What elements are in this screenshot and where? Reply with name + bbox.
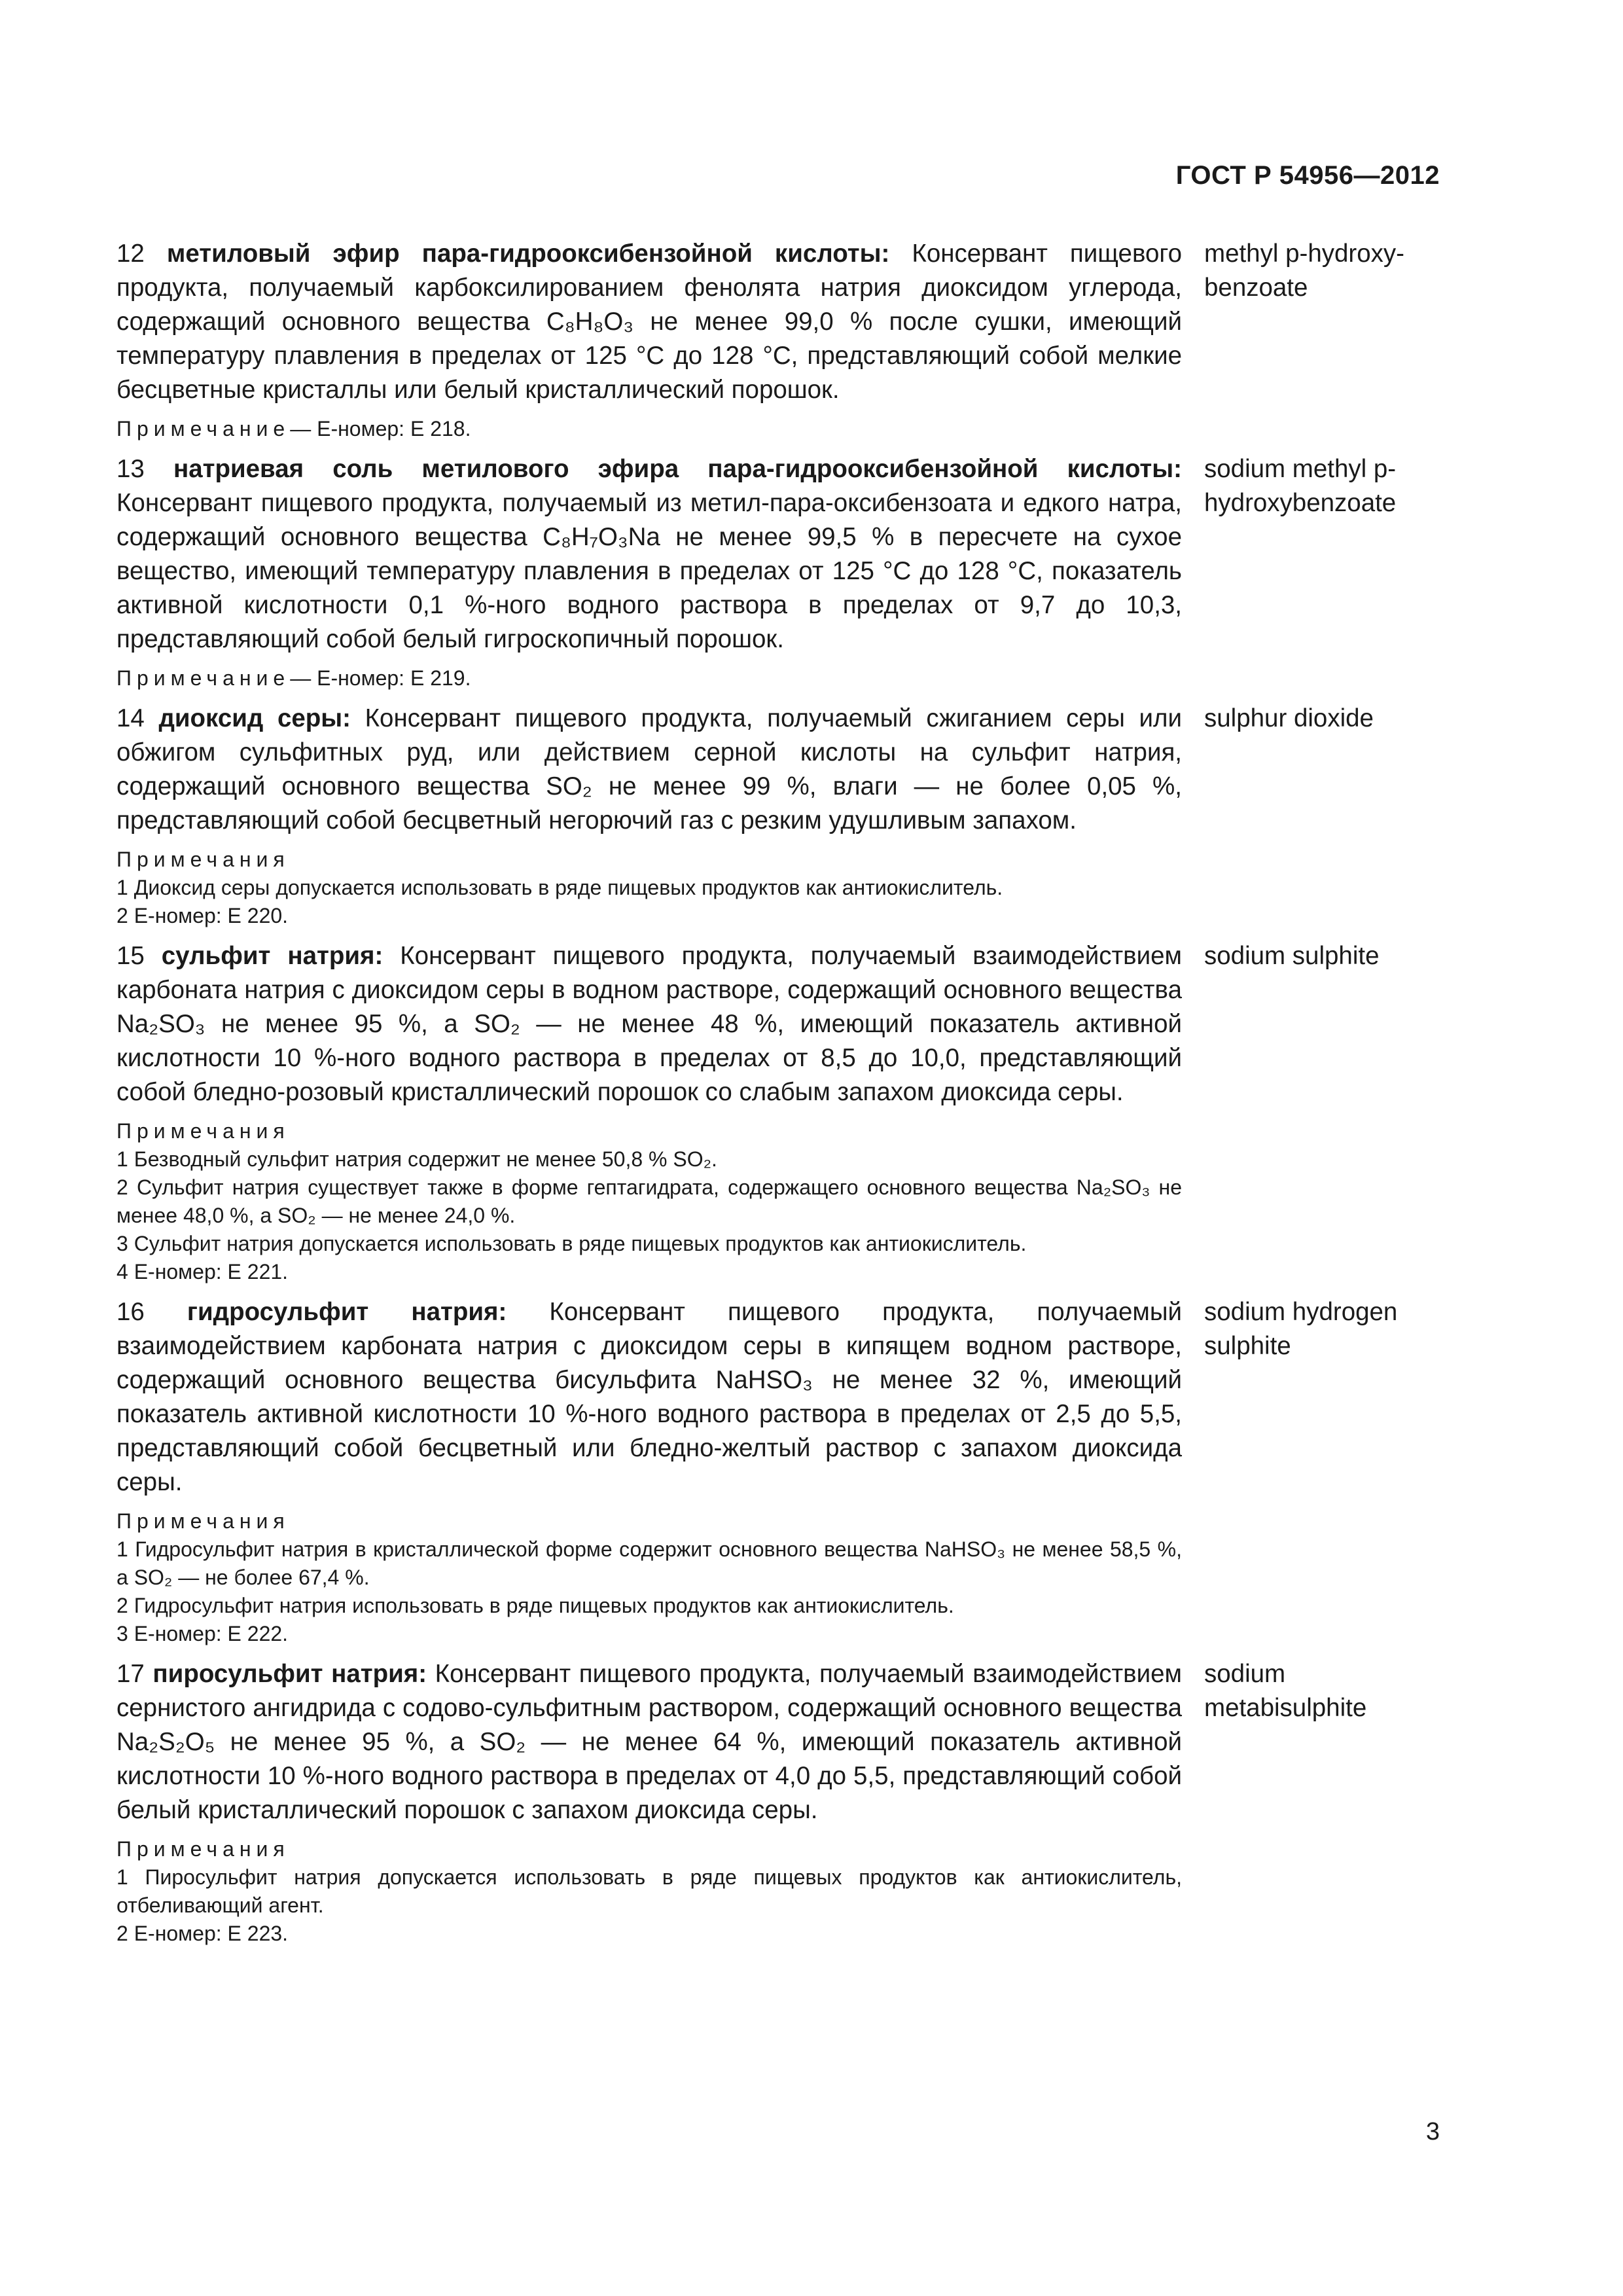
note-title: Примечание <box>116 417 291 440</box>
term-name: сульфит натрия: <box>161 942 383 970</box>
term-entry-13 <box>116 452 1445 692</box>
term-definition <box>116 237 1182 407</box>
note-item: 2 Гидросульфит натрия использовать в ряде пищевых продуктов как антиокислитель. <box>116 1594 954 1617</box>
note-item: 4 Е-номер: Е 221. <box>116 1260 289 1283</box>
note-title: Примечания <box>116 1119 290 1143</box>
english-term: sodium methyl p-hydroxybenzoate <box>1204 455 1397 517</box>
term-definition <box>116 452 1182 656</box>
term-body <box>116 939 1182 1286</box>
note-block <box>116 1507 1182 1648</box>
term-definition <box>116 702 1182 838</box>
definition-text: Консервант пищевого продукта, получаемый карбоксилированием фенолята натрия диоксидом углерода, содержащий основного вещества C₈H₈O₃ не менее 99,0 % после сушки, имеющий температуру плавления в пределах от 125 °С до 128 °С, представляющий собой мелкие бесцветные кристаллы или белый кристаллический порошок. <box>116 240 1182 404</box>
note-title: Примечание <box>116 666 291 690</box>
definition-text: Консервант пищевого продукта, получаемый сжиганием серы или обжигом сульфитных руд, или действием серной кислоты на сульфит натрия, содержащий основного вещества SO₂ не менее 99 %, влаги — не более 0,05 %, представляющий собой бесцветный негорючий газ с резким удушливым запахом. <box>116 704 1183 834</box>
note-block <box>116 1835 1182 1948</box>
term-definition <box>116 939 1182 1109</box>
note-item: 1 Пиросульфит натрия допускается использовать в ряде пищевых продуктов как антиокислитель, отбеливающий агент. <box>116 1865 1182 1917</box>
term-body <box>116 1657 1182 1948</box>
term-name: натриевая соль метилового эфира пара-гидрооксибензойной кислоты: <box>173 455 1182 483</box>
terms-list <box>116 237 1445 1957</box>
term-definition <box>116 1657 1182 1827</box>
term-number: 14 <box>116 704 145 732</box>
note-item: 2 Сульфит натрия существует также в форме гептагидрата, содержащего основного вещества Na₂SO₃ не менее 48,0 %, а SO₂ — не менее 24,0 %. <box>116 1175 1182 1227</box>
document-header <box>1176 161 1440 190</box>
term-body <box>116 452 1182 692</box>
standard-number: ГОСТ Р 54956—2012 <box>1175 161 1440 190</box>
definition-text: Консервант пищевого продукта, получаемый взаимодействием карбоната натрия с диоксидом серы в кипящем водном растворе, содержащий основного вещества бисульфита NaHSO₃ не менее 32 %, имеющий показатель активной кислотности 10 %-ного водного раствора в пределах от 2,5 до 5,5, представляющий собой бесцветный или бледно-желтый раствор с запахом диоксида серы. <box>116 1298 1183 1496</box>
note-block <box>116 846 1182 930</box>
definition-text: Консервант пищевого продукта, получаемый взаимодействием сернистого ангидрида с содово-сульфитным раствором, содержащий основного вещества Na₂S₂O₅ не менее 95 %, а SO₂ — не менее 64 %, имеющий показатель активной кислотности 10 %-ного водного раствора в пределах от 4,0 до 5,5, представляющий собой белый кристаллический порошок с запахом диоксида серы. <box>116 1660 1182 1824</box>
note-text: — Е-номер: Е 219. <box>290 666 471 690</box>
term-number: 12 <box>116 240 145 268</box>
note-title: Примечания <box>116 848 290 871</box>
english-term: methyl p-hydroxy-benzoate <box>1204 240 1404 302</box>
term-body <box>116 237 1182 443</box>
note-item: 1 Гидросульфит натрия в кристаллической форме содержит основного вещества NaHSO₃ не менее 58,5 %, а SO₂ — не более 67,4 %. <box>116 1537 1183 1589</box>
note-title: Примечания <box>116 1509 290 1533</box>
definition-text: Консервант пищевого продукта, получаемый из метил-пара-оксибензоата и едкого натра, содержащий основного вещества C₈H₇O₃Na не менее 99,5 % в пересчете на сухое вещество, имеющий температуру плавления в пределах от 125 °С до 128 °С, показатель активной кислотности 0,1 %-ного водного раствора в пределах от 9,7 до 10,3, представляющий собой белый гигроскопичный порошок. <box>116 489 1182 653</box>
english-term: sodium sulphite <box>1204 942 1380 970</box>
english-term: sodium hydrogen sulphite <box>1204 1298 1398 1360</box>
term-number: 16 <box>116 1298 145 1326</box>
note-block <box>116 664 1182 692</box>
english-term: sodium metabisulphite <box>1204 1660 1367 1722</box>
page-number: 3 <box>1425 2118 1440 2145</box>
note-item: 3 Е-номер: Е 222. <box>116 1622 289 1645</box>
term-entry-17 <box>116 1657 1445 1948</box>
note-item: 1 Безводный сульфит натрия содержит не менее 50,8 % SO₂. <box>116 1147 717 1171</box>
term-entry-12 <box>116 237 1445 443</box>
note-block <box>116 1117 1182 1286</box>
note-item: 2 Е-номер: Е 220. <box>116 904 289 927</box>
definition-text: Консервант пищевого продукта, получаемый взаимодействием карбоната натрия с диоксидом серы в водном растворе, содержащий основного вещества Na₂SO₃ не менее 95 %, а SO₂ — не менее 48 %, имеющий показатель активной кислотности 10 %-ного водного раствора в пределах от 8,5 до 10,0, представляющий собой бледно-розовый кристаллический порошок со слабым запахом диоксида серы. <box>116 942 1182 1106</box>
note-item: 3 Сульфит натрия допускается использовать в ряде пищевых продуктов как антиокислитель. <box>116 1232 1027 1255</box>
note-item: 1 Диоксид серы допускается использовать в ряде пищевых продуктов как антиокислитель. <box>116 876 1003 899</box>
note-title: Примечания <box>116 1837 290 1861</box>
term-definition <box>116 1295 1182 1499</box>
term-number: 15 <box>116 942 145 970</box>
term-number: 17 <box>116 1660 145 1688</box>
term-name: метиловый эфир пара-гидрооксибензойной кислоты: <box>166 240 890 268</box>
note-block <box>116 415 1182 443</box>
note-item: 2 Е-номер: Е 223. <box>116 1922 289 1945</box>
term-name: пиросульфит натрия: <box>152 1660 427 1688</box>
term-entry-14 <box>116 702 1445 930</box>
term-name: диоксид серы: <box>158 704 351 732</box>
term-entry-15 <box>116 939 1445 1286</box>
term-number: 13 <box>116 455 145 483</box>
term-entry-16 <box>116 1295 1445 1648</box>
english-term: sulphur dioxide <box>1204 704 1374 732</box>
note-text: — Е-номер: Е 218. <box>290 417 471 440</box>
term-body <box>116 1295 1182 1648</box>
term-body <box>116 702 1182 930</box>
term-name: гидросульфит натрия: <box>187 1298 507 1326</box>
